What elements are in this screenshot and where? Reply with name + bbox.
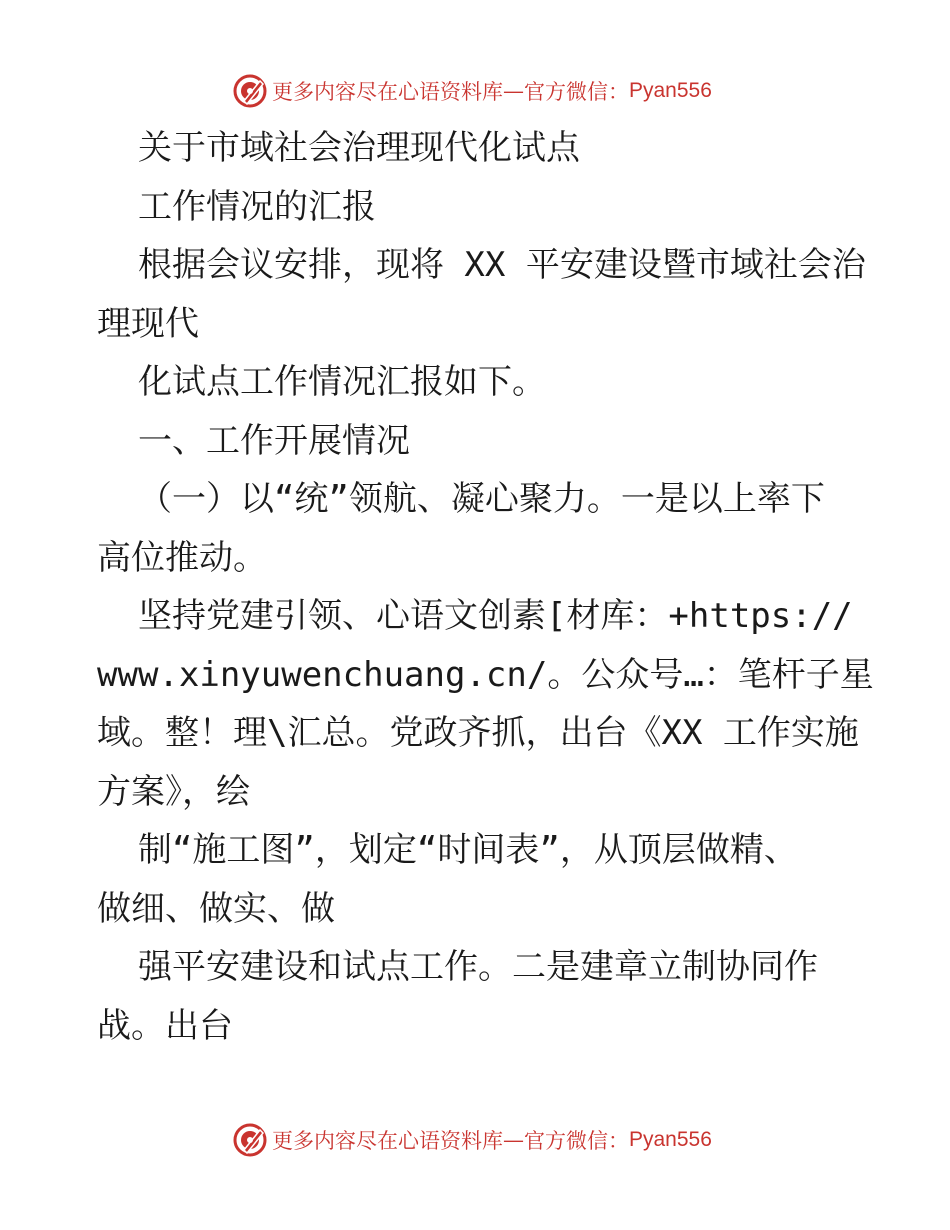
text-line: 制“施工图”，划定“时间表”，从顶层做精、 (97, 830, 798, 870)
text-line: 化试点工作情况汇报如下。 (97, 362, 546, 402)
text-line: （一）以“统”领航、凝心聚力。一是以上率下 (97, 479, 825, 519)
text-line: 坚持党建引领、心语文创素[材库：+https:// (97, 596, 853, 636)
text-line: 理现代 (97, 303, 199, 344)
banner-wechat-id: Pyan556 (629, 79, 712, 102)
header-banner[interactable] (232, 71, 712, 111)
banner-main-text: 更多内容尽在心语资料库 (272, 80, 503, 104)
text-line: 工作情况的汇报 (97, 186, 376, 227)
red-pen-circle-logo-icon (232, 1122, 268, 1158)
text-line: 高位推动。 (97, 537, 267, 578)
footer-banner[interactable] (232, 1120, 712, 1160)
red-pen-circle-logo-icon (232, 73, 268, 109)
banner-separator: — (503, 1128, 524, 1152)
text-line: 方案》，绘 (97, 771, 250, 812)
document-body (97, 119, 874, 1055)
banner-separator: — (503, 79, 524, 103)
banner-main-text: 更多内容尽在心语资料库 (272, 1129, 503, 1153)
banner-wechat-label: 官方微信： (524, 1129, 629, 1153)
text-line: 做细、做实、做 (97, 888, 335, 929)
text-line: 强平安建设和试点工作。二是建章立制协同作 (97, 947, 818, 987)
text-line: 关于市域社会治理现代化试点 (97, 128, 580, 168)
text-line: 战。出台 (97, 1005, 233, 1046)
text-line: www.xinyuwenchuang.cn/。公众号…：笔杆子星 (97, 654, 874, 695)
text-line: 一、工作开展情况 (97, 420, 410, 461)
text-line: 根据会议安排，现将 XX 平安建设暨市域社会治 (97, 245, 866, 285)
banner-wechat-label: 官方微信： (524, 80, 629, 104)
banner-wechat-id: Pyan556 (629, 1128, 712, 1151)
text-line: 域。整！理\汇总。党政齐抓，出台《XX 工作实施 (97, 713, 859, 753)
